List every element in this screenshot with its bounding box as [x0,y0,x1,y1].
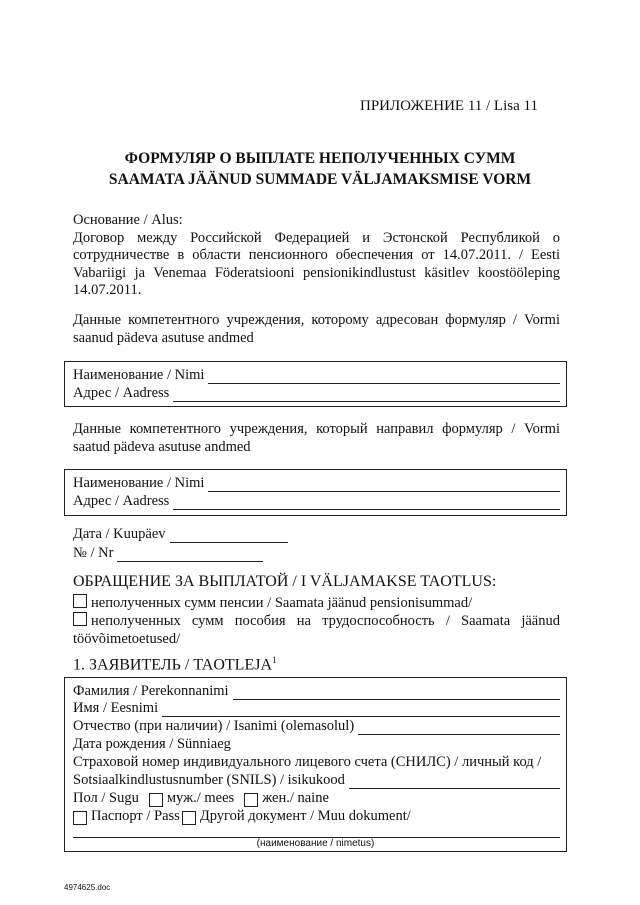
document-name-row[interactable] [73,820,560,838]
female-checkbox[interactable] [244,793,258,807]
date-field[interactable] [170,529,288,543]
number-row [73,545,263,562]
benefit-checkbox[interactable] [73,612,87,626]
date-label: Дата / Kuupäev [73,526,166,542]
snils-row-1 [73,753,560,771]
patronymic-field[interactable] [358,721,560,735]
sex-label: Пол / Sugu [73,790,139,806]
patronymic-row[interactable] [73,717,560,735]
pension-option-label: неполученных сумм пенсии / Saamata jäänud pensionisummad/ [91,595,473,611]
document-name-field[interactable] [73,824,560,838]
birthdate-row[interactable] [73,735,560,753]
receiving-name-row[interactable] [73,366,560,384]
form-title-et: SAAMATA JÄÄNUD SUMMADE VÄLJAMAKSMISE VORM [108,171,532,188]
footnote-mark: 1 [272,655,277,665]
receiving-address-field[interactable] [173,388,560,402]
applicant-heading-text: 1. ЗАЯВИТЕЛЬ / TAOTLEJA [73,656,272,674]
applicant-heading [73,655,277,674]
passport-label: Паспорт / Pass [91,808,180,824]
document-reference: 4974625.doc [64,883,111,892]
date-row [73,526,288,543]
firstname-row[interactable] [73,699,560,717]
number-label: № / Nr [73,545,114,561]
surname-field[interactable] [233,686,560,700]
male-label: муж./ mees [166,790,235,806]
snils-label-2: Sotsiaalkindlustusnumber (SNILS) / isikukood [73,772,345,788]
receiving-address-row[interactable] [73,384,560,402]
basis-section [73,212,560,300]
number-field[interactable] [117,548,263,562]
sending-institution-box [64,469,567,516]
patronymic-label: Отчество (при наличии) / Isanimi (olemasolul) [73,718,355,734]
document-name-caption: (наименование / nimetus) [256,838,375,849]
surname-label: Фамилия / Perekonnanimi [73,683,229,699]
receiving-address-label: Адрес / Aadress [73,385,170,401]
female-label: жен./ naine [262,790,329,806]
sending-address-label: Адрес / Aadress [73,493,170,509]
other-doc-label: Другой документ / Muu dokument/ [199,808,411,824]
applicant-box [64,677,567,852]
sending-name-label: Наименование / Nimi [73,475,205,491]
request-option-pension[interactable] [73,594,560,613]
annex-label: ПРИЛОЖЕНИЕ 11 / Lisa 11 [360,98,538,114]
form-title-ru: ФОРМУЛЯР О ВЫПЛАТЕ НЕПОЛУЧЕННЫХ СУММ [124,150,516,167]
sex-row [73,789,560,807]
snils-label-1: Страховой номер индивидуального лицевого счета (СНИЛС) / личный код / [73,754,542,770]
sending-name-field[interactable] [208,478,560,492]
firstname-field[interactable] [162,703,560,717]
sending-address-field[interactable] [173,496,560,510]
male-checkbox[interactable] [149,793,163,807]
benefit-option-label: неполученных сумм пособия на трудоспособность / Saamata jäänud töövõimetoetused/ [73,613,560,647]
sending-name-row[interactable] [73,474,560,492]
sending-address-row[interactable] [73,492,560,510]
receiving-name-label: Наименование / Nimi [73,367,205,383]
basis-label: Основание / Alus: [73,212,183,228]
snils-field[interactable] [349,775,560,789]
firstname-label: Имя / Eesnimi [73,700,159,716]
request-heading: ОБРАЩЕНИЕ ЗА ВЫПЛАТОЙ / I VÄLJAMAKSE TAOTLUS: [73,573,497,590]
basis-text: Договор между Российской Федерацией и Эстонской Республикой о сотрудничестве в области пенсионного обеспечения от 14.07.2011. / Eesti Vabariigi ja Venemaa Föderatsiooni pensionikindlustust käsitlev koostööleping 14.07.2011. [73,229,560,298]
snils-row-2[interactable] [73,771,560,789]
receiving-institution-box [64,361,567,407]
request-option-benefit[interactable] [73,612,560,648]
birthdate-label: Дата рождения / Sünniaeg [73,736,231,752]
receiving-name-field[interactable] [208,370,560,384]
pension-checkbox[interactable] [73,594,87,608]
surname-row[interactable] [73,682,560,700]
receiving-institution-heading: Данные компетентного учреждения, которому адресован формуляр / Vormi saanud pädeva asutuse andmed [73,312,560,346]
sending-institution-heading: Данные компетентного учреждения, который направил формуляр / Vormi saatud pädeva asutuse andmed [73,421,560,455]
